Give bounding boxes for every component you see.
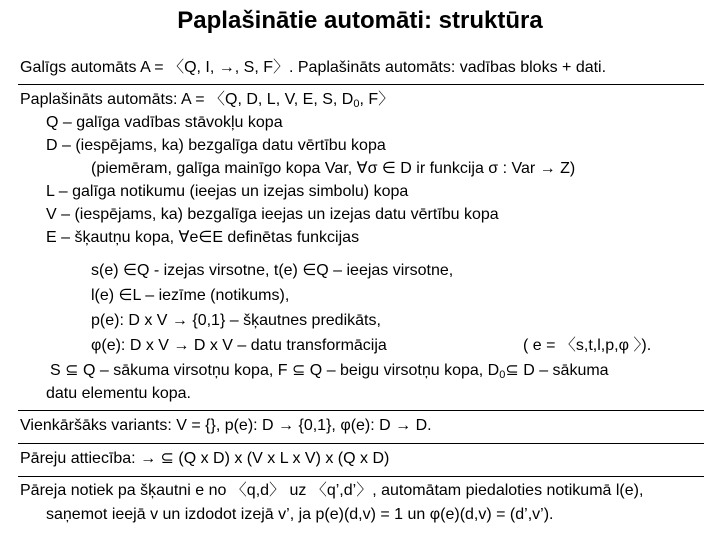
line-e-def: E – šķautņu kopa, ∀e∈E definētas funkcijas: [46, 229, 360, 246]
line-edge-tuple: ( e = 〈s,t,l,p,φ 〉).: [523, 337, 652, 354]
divider: [18, 84, 704, 85]
line-extended-automaton-def: Paplašināts automāts: A = 〈Q, D, L, V, E, S, $D_0$, F〉: [20, 91, 395, 110]
line-d-def: D – (iespējams, ka) bezgalīga datu vērtību kopa: [46, 137, 386, 154]
line-simpler-variant: Vienkāršāks variants: V = {}, p(e): D → {0,1}, φ(e): D → D.: [20, 417, 432, 434]
line-l-def: L – galīga notikumu (ieejas un izejas simbolu) kopa: [46, 183, 409, 200]
line-transition-condition: saņemot ieejā v un izdodot izejā v’, ja p(e)(d,v) = 1 un φ(e)(d,v) = (d’,v’).: [46, 506, 554, 523]
slide-title: Paplašinātie automāti: struktūra: [177, 7, 543, 34]
divider: [18, 410, 704, 411]
line-transformation: φ(e): D x V → D x V – datu transformācija: [91, 337, 387, 354]
divider: [18, 476, 704, 477]
line-q-def: Q – galīga vadības stāvokļu kopa: [46, 114, 283, 131]
divider: [18, 443, 704, 444]
line-transition-relation: Pāreju attiecība: → ⊆ (Q x D) x (V x L x V) x (Q x D): [20, 450, 390, 467]
line-source-target: s(e) ∈Q - izejas virsotne, t(e) ∈Q – ieejas virsotne,: [91, 262, 454, 279]
line-predicate: p(e): D x V → {0,1} – šķautnes predikāts,: [91, 312, 381, 329]
line-transition-rule: Pāreja notiek pa šķautni e no 〈q,d〉 uz 〈q’,d’〉, automātam piedaloties notikumā l(e),: [20, 482, 644, 499]
line-finite-automaton: Galīgs automāts A = 〈Q, I, →, S, F〉. Paplašināts automāts: vadības bloks + dati.: [20, 59, 607, 76]
line-start-data: datu elementu kopa.: [46, 385, 191, 402]
line-v-def: V – (iespējams, ka) bezgalīga ieejas un izejas datu vērtību kopa: [46, 206, 499, 223]
line-d-example: (piemēram, galīga mainīgo kopa Var, ∀σ ∈ D ir funkcija σ : Var → Z): [91, 160, 576, 177]
line-label: l(e) ∈L – iezīme (notikums),: [91, 287, 290, 304]
line-start-end-sets: S ⊆ Q – sākuma virsotņu kopa, F ⊆ Q – beigu virsotņu kopa, $D_0⊆$ D – sākuma: [50, 362, 609, 381]
